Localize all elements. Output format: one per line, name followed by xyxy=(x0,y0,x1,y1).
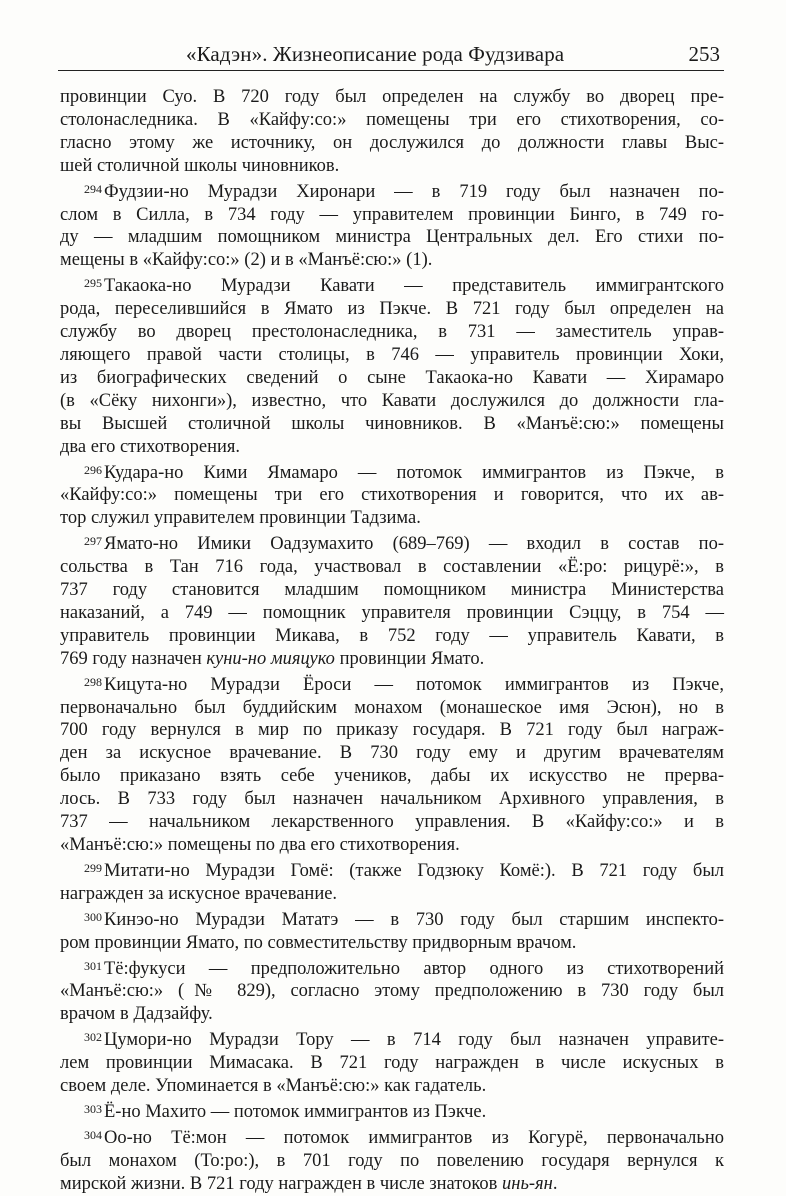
line-text: Цумори-но Мурадзи Тору — в 714 году был назначен управите- xyxy=(104,1030,724,1051)
line-text: слом в Силла, в 734 году — управителем провинции Бинго, в 749 го- xyxy=(60,204,724,225)
line-text: . xyxy=(552,1173,558,1194)
line-text: Кудара-но Кими Ямамаро — потомок иммигрантов из Пэкче, в xyxy=(104,462,724,483)
text-line xyxy=(60,742,724,765)
text-line xyxy=(60,1026,724,1052)
line-text: «Кайфу:со:» помещены три его стихотворения и говорится, что их ав- xyxy=(60,485,724,506)
text-line xyxy=(60,579,724,602)
italic-term: инь-ян xyxy=(502,1173,553,1194)
footnote-295 xyxy=(60,272,724,458)
line-text: 700 году вернулся в мир по приказу государя. В 721 году был награж- xyxy=(60,720,724,741)
line-text: мещены в «Кайфу:со:» (2) и в «Манъё:сю:» (1). xyxy=(60,250,433,271)
footnote-number: 301 xyxy=(84,958,102,973)
text-line xyxy=(60,883,724,906)
footnote-303 xyxy=(60,1098,724,1124)
line-text: провинции Суо. В 720 году был определен на службу во дворец пре- xyxy=(60,87,724,107)
footnote-300 xyxy=(60,906,724,955)
text-line xyxy=(60,249,724,272)
text-line xyxy=(60,811,724,834)
footnote-number: 295 xyxy=(84,276,102,291)
line-text: (в «Сёку нихонги»), известно, что Кавати дослужился до должности гла- xyxy=(60,390,724,411)
text-line xyxy=(60,906,724,932)
italic-term: куни-но мияцуко xyxy=(206,648,335,669)
line-text: ляющего правой части столицы, в 746 — управитель провинции Хоки, xyxy=(60,344,724,365)
text-line xyxy=(60,1150,724,1173)
line-text: был монахом (То:ро:), в 701 году по повелению государя вернулся к xyxy=(60,1150,724,1171)
footnote-number: 298 xyxy=(84,674,102,689)
text-line xyxy=(60,719,724,742)
footnote-number: 296 xyxy=(84,462,102,477)
running-header xyxy=(58,40,724,71)
line-text: лось. В 733 году был назначен начальником Архивного управления, в xyxy=(60,789,724,810)
line-text: Кинэо-но Мурадзи Мататэ — в 730 году был старшим инспекто- xyxy=(104,909,724,930)
footnote-301 xyxy=(60,955,724,1027)
line-text: было приказано взять себе учеников, дабы их искусство не прерва- xyxy=(60,766,724,787)
text-line xyxy=(60,1173,724,1196)
text-line xyxy=(60,671,724,697)
footnote-294 xyxy=(60,178,724,273)
footnote-number: 304 xyxy=(84,1127,102,1142)
text-line xyxy=(60,178,724,204)
text-line xyxy=(60,625,724,648)
footnote-297 xyxy=(60,530,724,670)
line-text: рода, переселившийся в Ямато из Пэкче. В 721 году был определен на xyxy=(60,299,724,320)
line-text: столонаследника. В «Кайфу:со:» помещены три его стихотворения, со- xyxy=(60,109,724,130)
line-text: гласно этому же источнику, он дослужился до должности главы Выс- xyxy=(60,132,724,153)
line-text: Ё-но Махито — потомок иммигрантов из Пэкче. xyxy=(104,1101,487,1122)
line-text: Кицута-но Мурадзи Ёроси — потомок иммигрантов из Пэкче, xyxy=(104,674,724,695)
text-line xyxy=(60,1052,724,1075)
footnote-number: 299 xyxy=(84,860,102,875)
footnote-302 xyxy=(60,1026,724,1098)
line-text: шей столичной школы чиновников. xyxy=(60,155,340,176)
line-text: ром провинции Ямато, по совместительству придворным врачом. xyxy=(60,932,577,953)
text-line xyxy=(60,459,724,485)
text-line xyxy=(60,321,724,344)
text-line xyxy=(60,765,724,788)
text-line xyxy=(60,109,724,132)
line-text: награжден за искусное врачевание. xyxy=(60,883,338,904)
text-line xyxy=(60,86,724,109)
line-text: 769 году назначен xyxy=(60,648,207,669)
footnote-number: 300 xyxy=(84,909,102,924)
text-line xyxy=(60,932,724,955)
body-text xyxy=(60,86,724,1196)
line-text: 737 году становится младшим помощником министра Министерства xyxy=(60,580,724,601)
text-line xyxy=(60,507,724,530)
text-line xyxy=(60,390,724,413)
text-line xyxy=(60,204,724,227)
line-text: ду — младшим помощником министра Центральных дел. Его стихи по- xyxy=(60,227,724,248)
footnote-299 xyxy=(60,857,724,906)
text-line xyxy=(60,834,724,857)
line-text: тор служил управителем провинции Тадзима. xyxy=(60,508,421,529)
line-text: два его стихотворения. xyxy=(60,436,241,457)
line-text: «Манъё:сю:» (№ 829), согласно этому предположению в 730 году был xyxy=(60,981,724,1002)
line-text: Оо-но Тё:мон — потомок иммигрантов из Когурё, первоначально xyxy=(104,1127,724,1148)
text-line xyxy=(60,298,724,321)
line-text: Тё:фукуси — предположительно автор одного из стихотворений xyxy=(104,958,724,979)
line-text: из биографических сведений о сыне Такаока-но Кавати — Хирамаро xyxy=(60,367,724,388)
text-line xyxy=(60,272,724,298)
continued-paragraph xyxy=(60,86,724,178)
text-line xyxy=(60,226,724,249)
line-text: наказаний, а 749 — помощник управителя провинции Сэццу, в 754 — xyxy=(60,602,724,623)
line-text: провинции Ямато. xyxy=(334,648,485,669)
line-text: Митати-но Мурадзи Гомё: (также Годзюку Комё:). В 721 году был xyxy=(104,860,724,881)
line-text: врачом в Дадзайфу. xyxy=(60,1004,213,1025)
footnote-number: 294 xyxy=(84,181,102,196)
footnote-number: 297 xyxy=(84,534,102,549)
page-number: 253 xyxy=(688,42,720,66)
text-line xyxy=(60,857,724,883)
line-text: «Манъё:сю:» помещены по два его стихотворения. xyxy=(60,835,460,855)
text-line xyxy=(60,697,724,720)
footnote-296 xyxy=(60,459,724,531)
text-line xyxy=(60,436,724,459)
line-text: Ямато-но Имики Оадзумахито (689–769) — входил в состав по- xyxy=(104,534,724,555)
text-line xyxy=(60,413,724,436)
text-line xyxy=(60,367,724,390)
line-text: управитель провинции Микава, в 752 году — управитель Кавати, в xyxy=(60,625,724,646)
line-text: сольства в Тан 716 года, участвовал в составлении «Ё:ро: рицурё:», в xyxy=(60,557,724,578)
text-line xyxy=(60,788,724,811)
text-line xyxy=(60,484,724,507)
text-line xyxy=(60,155,724,178)
text-line xyxy=(60,1003,724,1026)
running-title: «Кадэн». Жизнеописание рода Фудзивара xyxy=(186,42,565,66)
text-line xyxy=(60,530,724,556)
text-line xyxy=(60,980,724,1003)
line-text: Фудзии-но Мурадзи Хиронари — в 719 году был назначен по- xyxy=(104,181,724,202)
line-text: 737 — начальником лекарственного управления. В «Кайфу:со:» и в xyxy=(60,812,724,833)
footnote-298 xyxy=(60,671,724,857)
text-line xyxy=(60,1124,724,1150)
line-text: мирской жизни. В 721 году награжден в числе знатоков xyxy=(60,1173,503,1194)
text-line xyxy=(60,556,724,579)
text-line xyxy=(60,602,724,625)
line-text: лем провинции Мимасака. В 721 году награжден в числе искусных в xyxy=(60,1053,724,1074)
text-line xyxy=(60,1075,724,1098)
text-line xyxy=(60,132,724,155)
line-text: вы Высшей столичной школы чиновников. В «Манъё:сю:» помещены xyxy=(60,413,724,434)
line-text: Такаока-но Мурадзи Кавати — представитель иммигрантского xyxy=(104,276,724,297)
line-text: первоначально был буддийским монахом (монашеское имя Эсюн), но в xyxy=(60,697,724,718)
line-text: своем деле. Упоминается в «Манъё:сю:» как гадатель. xyxy=(60,1076,487,1097)
text-line xyxy=(60,955,724,981)
footnote-number: 303 xyxy=(84,1101,102,1116)
footnote-number: 302 xyxy=(84,1030,102,1045)
line-text: ден за искусное врачевание. В 730 году ему и другим врачевателям xyxy=(60,743,724,764)
text-line xyxy=(60,344,724,367)
text-line xyxy=(60,1098,724,1124)
text-line xyxy=(60,648,724,671)
line-text: службу во дворец престолонаследника, в 731 — заместитель управ- xyxy=(60,322,724,343)
footnote-304 xyxy=(60,1124,724,1196)
